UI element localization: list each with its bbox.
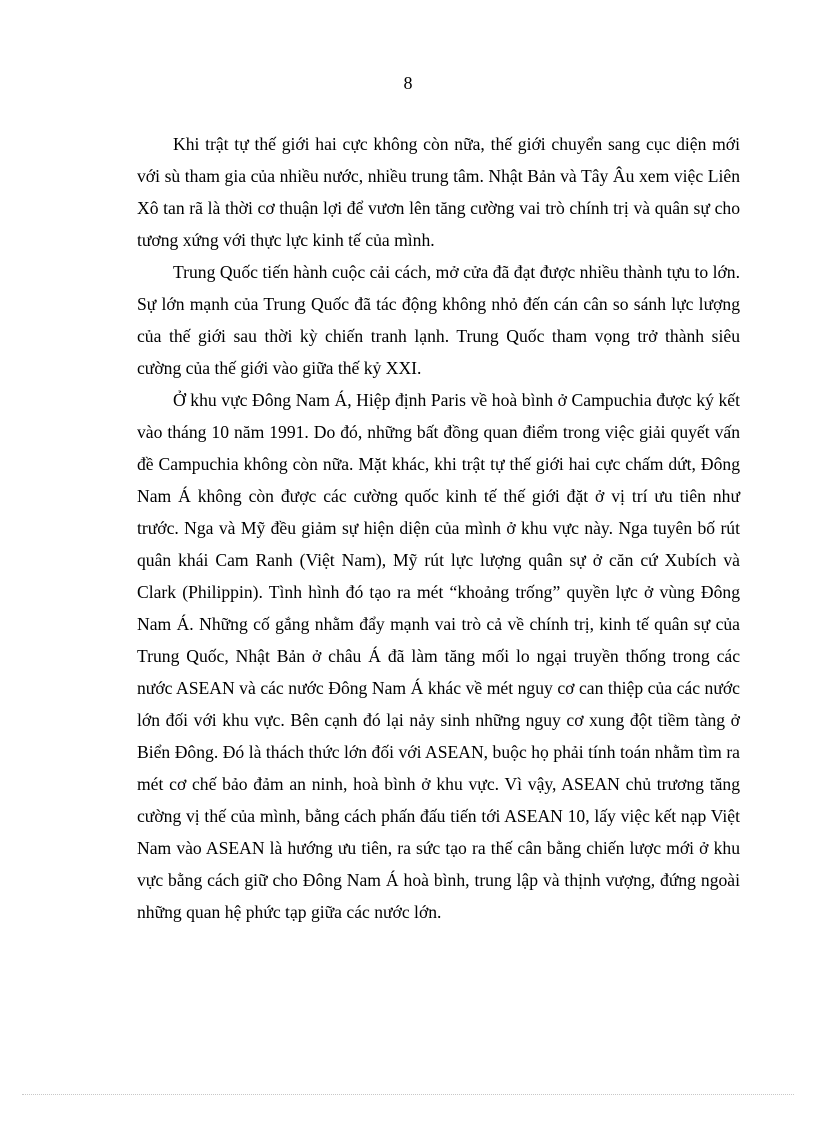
- footer-divider: [22, 1094, 794, 1095]
- body-text: [137, 128, 740, 928]
- paragraph-1: Khi trật tự thế giới hai cực không còn nữa, thế giới chuyển sang cục diện mới với sù tham gia của nhiều nước, nhiều trung tâm. Nhật Bản và Tây Âu xem việc Liên Xô tan rã là thời cơ thuận lợi để vươn lên tăng cường vai trò chính trị và quân sự cho tương xứng với thực lực kinh tế của mình.: [137, 134, 740, 250]
- paragraph-2: Trung Quốc tiến hành cuộc cải cách, mở cửa đã đạt được nhiều thành tựu to lớn. Sự lớn mạnh của Trung Quốc đã tác động không nhỏ đến cán cân so sánh lực lượng của thế giới sau thời kỳ chiến tranh lạnh. Trung Quốc tham vọng trở thành siêu cường của thế giới vào giữa thế kỷ XXI.: [137, 262, 740, 378]
- page-number: 8: [403, 73, 413, 93]
- paragraph-3: Ở khu vực Đông Nam Á, Hiệp định Paris về hoà bình ở Campuchia được ký kết vào tháng 10 năm 1991. Do đó, những bất đồng quan điểm trong việc giải quyết vấn đề Campuchia không còn nữa. Mặt khác, khi trật tự thế giới hai cực chấm dứt, Đông Nam Á không còn được các cường quốc kinh tế thế giới đặt ở vị trí ưu tiên như trước. Nga và Mỹ đều giảm sự hiện diện của mình ở khu vực này. Nga tuyên bố rút quân khái Cam Ranh (Việt Nam), Mỹ rút lực lượng quân sự ở căn cứ Xubích và Clark (Philippin). Tình hình đó tạo ra mét “khoảng trống” quyền lực ở vùng Đông Nam Á. Những cố gắng nhằm đẩy mạnh vai trò cả về chính trị, kinh tế quân sự của Trung Quốc, Nhật Bản ở châu Á đã làm tăng mối lo ngại truyền thống trong các nước ASEAN và các nước Đông Nam Á khác về mét nguy cơ can thiệp của các nước lớn đối với khu vực. Bên cạnh đó lại nảy sinh những nguy cơ xung đột tiềm tàng ở Biển Đông. Đó là thách thức lớn đối với ASEAN, buộc họ phải tính toán nhằm tìm ra mét cơ chế bảo đảm an ninh, hoà bình ở khu vực. Vì vậy, ASEAN chủ trương tăng cường vị thế của mình, bằng cách phấn đấu tiến tới ASEAN 10, lấy việc kết nạp Việt Nam vào ASEAN là hướng ưu tiên, ra sức tạo ra thế cân bằng chiến lược mới ở khu vực bằng cách giữ cho Đông Nam Á hoà bình, trung lập và thịnh vượng, đứng ngoài những quan hệ phức tạp giữa các nước lớn.: [137, 390, 740, 922]
